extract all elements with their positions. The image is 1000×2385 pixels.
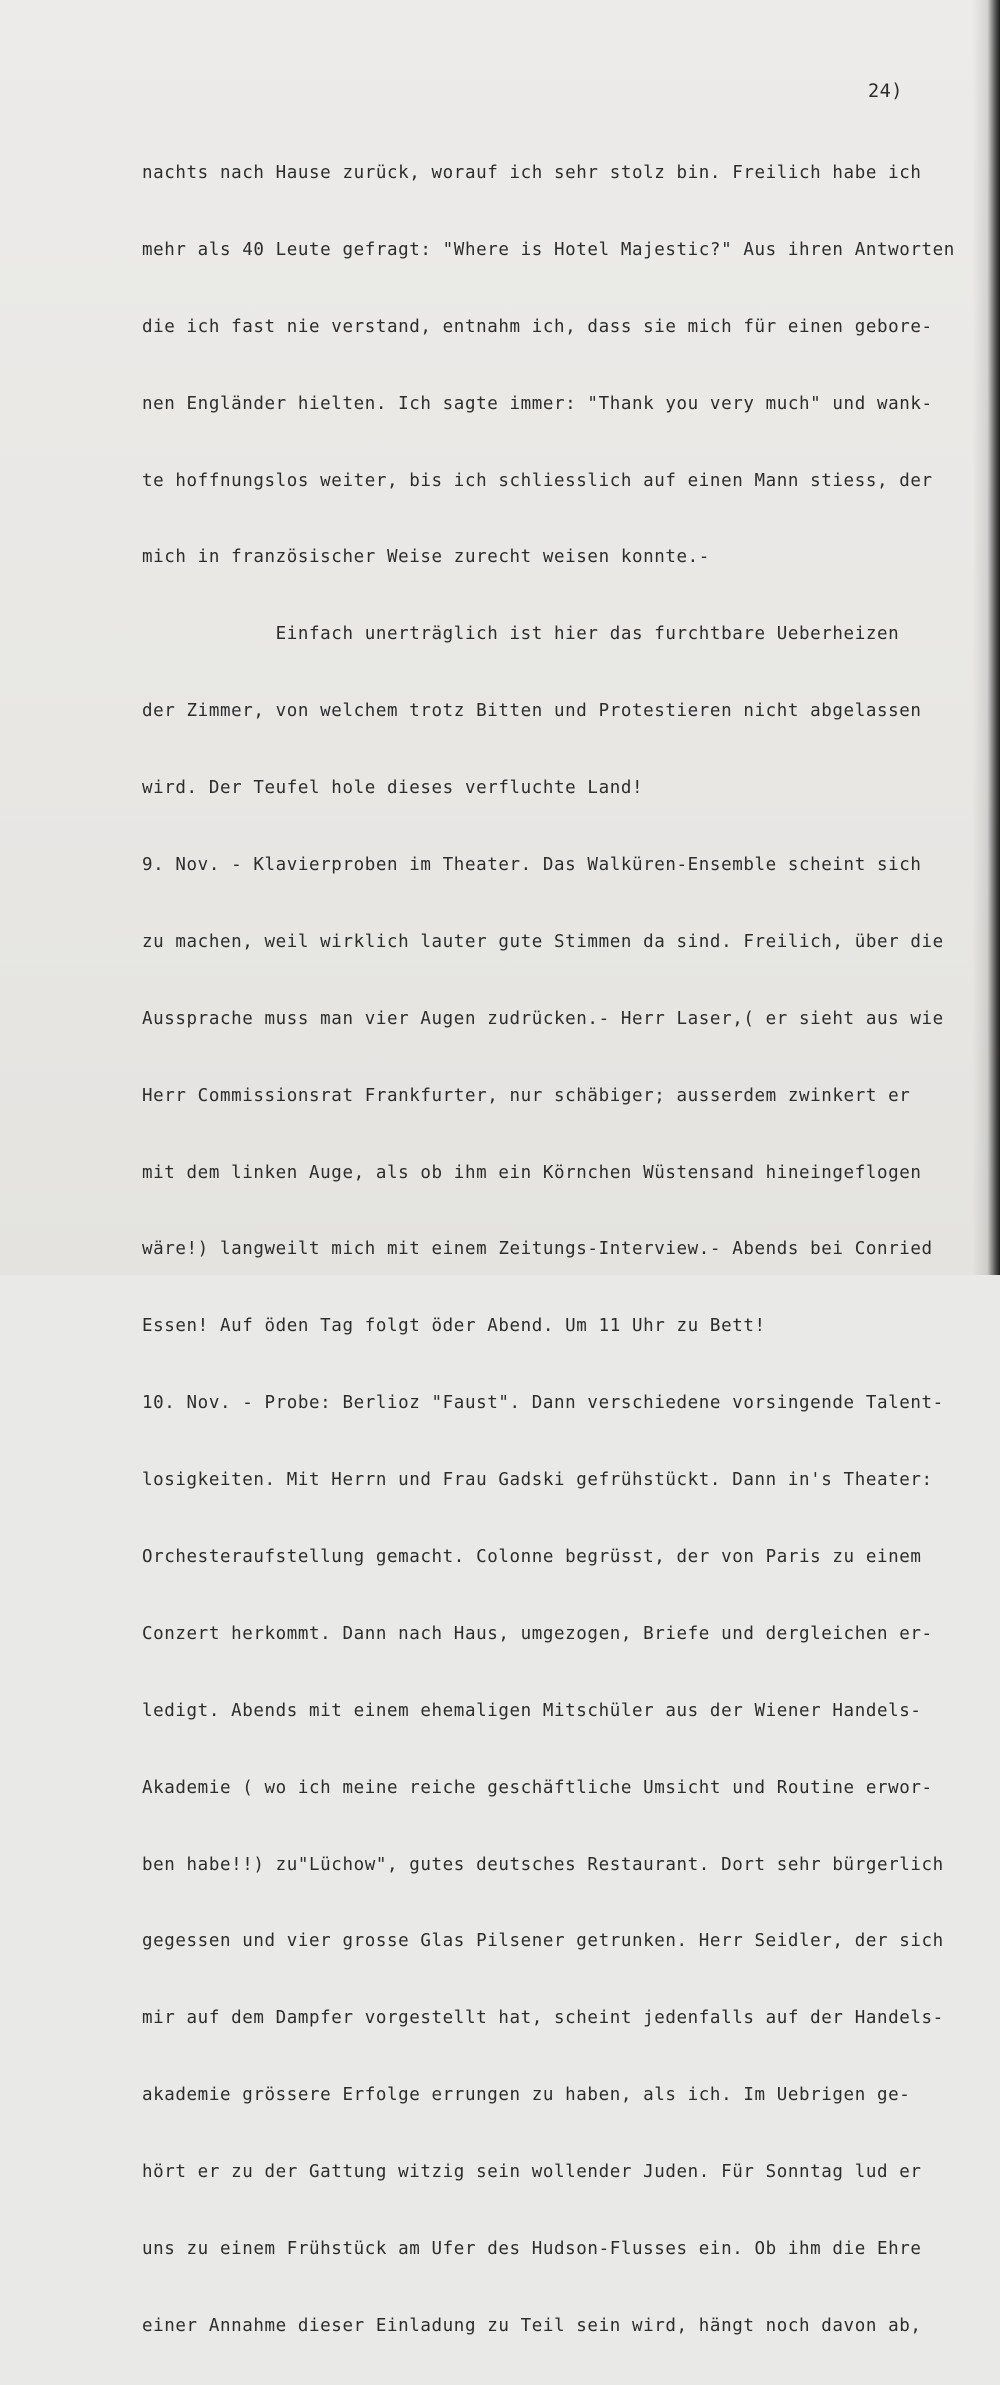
- text-line: te hoffnungslos weiter, bis ich schliesslich auf einen Mann stiess, der: [142, 470, 933, 491]
- text-line: Essen! Auf öden Tag folgt öder Abend. Um 11 Uhr zu Bett!: [142, 1316, 766, 1337]
- text-line: der Zimmer, von welchem trotz Bitten und Protestieren nicht abgelassen: [142, 701, 922, 722]
- body-text: [142, 115, 972, 2385]
- text-line: Conzert herkommt. Dann nach Haus, umgezogen, Briefe und dergleichen er-: [142, 1623, 933, 1644]
- text-line: einer Annahme dieser Einladung zu Teil sein wird, hängt noch davon ab,: [142, 2315, 922, 2336]
- text-line: Einfach unerträglich ist hier das furchtbare Ueberheizen: [142, 624, 900, 645]
- text-line: ben habe!!) zu"Lüchow", gutes deutsches Restaurant. Dort sehr bürgerlich: [142, 1854, 944, 1875]
- text-line: mir auf dem Dampfer vorgestellt hat, scheint jedenfalls auf der Handels-: [142, 2008, 944, 2029]
- page-edge-shadow: [972, 0, 1000, 1275]
- text-line: mich in französischer Weise zurecht weisen konnte.-: [142, 547, 710, 568]
- text-line: Herr Commissionsrat Frankfurter, nur schäbiger; ausserdem zwinkert er: [142, 1085, 911, 1106]
- text-line: gegessen und vier grosse Glas Pilsener getrunken. Herr Seidler, der sich: [142, 1931, 944, 1952]
- text-line: wäre!) langweilt mich mit einem Zeitungs-Interview.- Abends bei Conried: [142, 1239, 933, 1260]
- text-line: mehr als 40 Leute gefragt: "Where is Hotel Majestic?" Aus ihren Antworten: [142, 239, 955, 260]
- page-number: 24): [868, 81, 903, 102]
- text-line: 9. Nov. - Klavierproben im Theater. Das Walküren-Ensemble scheint sich: [142, 855, 922, 876]
- text-line: akademie grössere Erfolge errungen zu haben, als ich. Im Uebrigen ge-: [142, 2085, 911, 2106]
- text-line: die ich fast nie verstand, entnahm ich, dass sie mich für einen gebore-: [142, 316, 933, 337]
- text-line: wird. Der Teufel hole dieses verfluchte Land!: [142, 778, 644, 799]
- text-line: losigkeiten. Mit Herrn und Frau Gadski gefrühstückt. Dann in's Theater:: [142, 1470, 933, 1491]
- text-line: Orchesteraufstellung gemacht. Colonne begrüsst, der von Paris zu einem: [142, 1547, 922, 1568]
- text-line: mit dem linken Auge, als ob ihm ein Körnchen Wüstensand hineingeflogen: [142, 1162, 922, 1183]
- text-line: hört er zu der Gattung witzig sein wollender Juden. Für Sonntag lud er: [142, 2162, 922, 2183]
- text-line: Aussprache muss man vier Augen zudrücken.- Herr Laser,( er sieht aus wie: [142, 1008, 944, 1029]
- text-line: zu machen, weil wirklich lauter gute Stimmen da sind. Freilich, über die: [142, 931, 944, 952]
- text-line: uns zu einem Frühstück am Ufer des Hudson-Flusses ein. Ob ihm die Ehre: [142, 2239, 922, 2260]
- text-line: 10. Nov. - Probe: Berlioz "Faust". Dann verschiedene vorsingende Talent-: [142, 1393, 944, 1414]
- text-line: Akademie ( wo ich meine reiche geschäftliche Umsicht und Routine erwor-: [142, 1777, 933, 1798]
- text-line: nachts nach Hause zurück, worauf ich sehr stolz bin. Freilich habe ich: [142, 163, 922, 183]
- text-line: nen Engländer hielten. Ich sagte immer: "Thank you very much" und wank-: [142, 393, 933, 414]
- text-line: ledigt. Abends mit einem ehemaligen Mitschüler aus der Wiener Handels-: [142, 1700, 922, 1721]
